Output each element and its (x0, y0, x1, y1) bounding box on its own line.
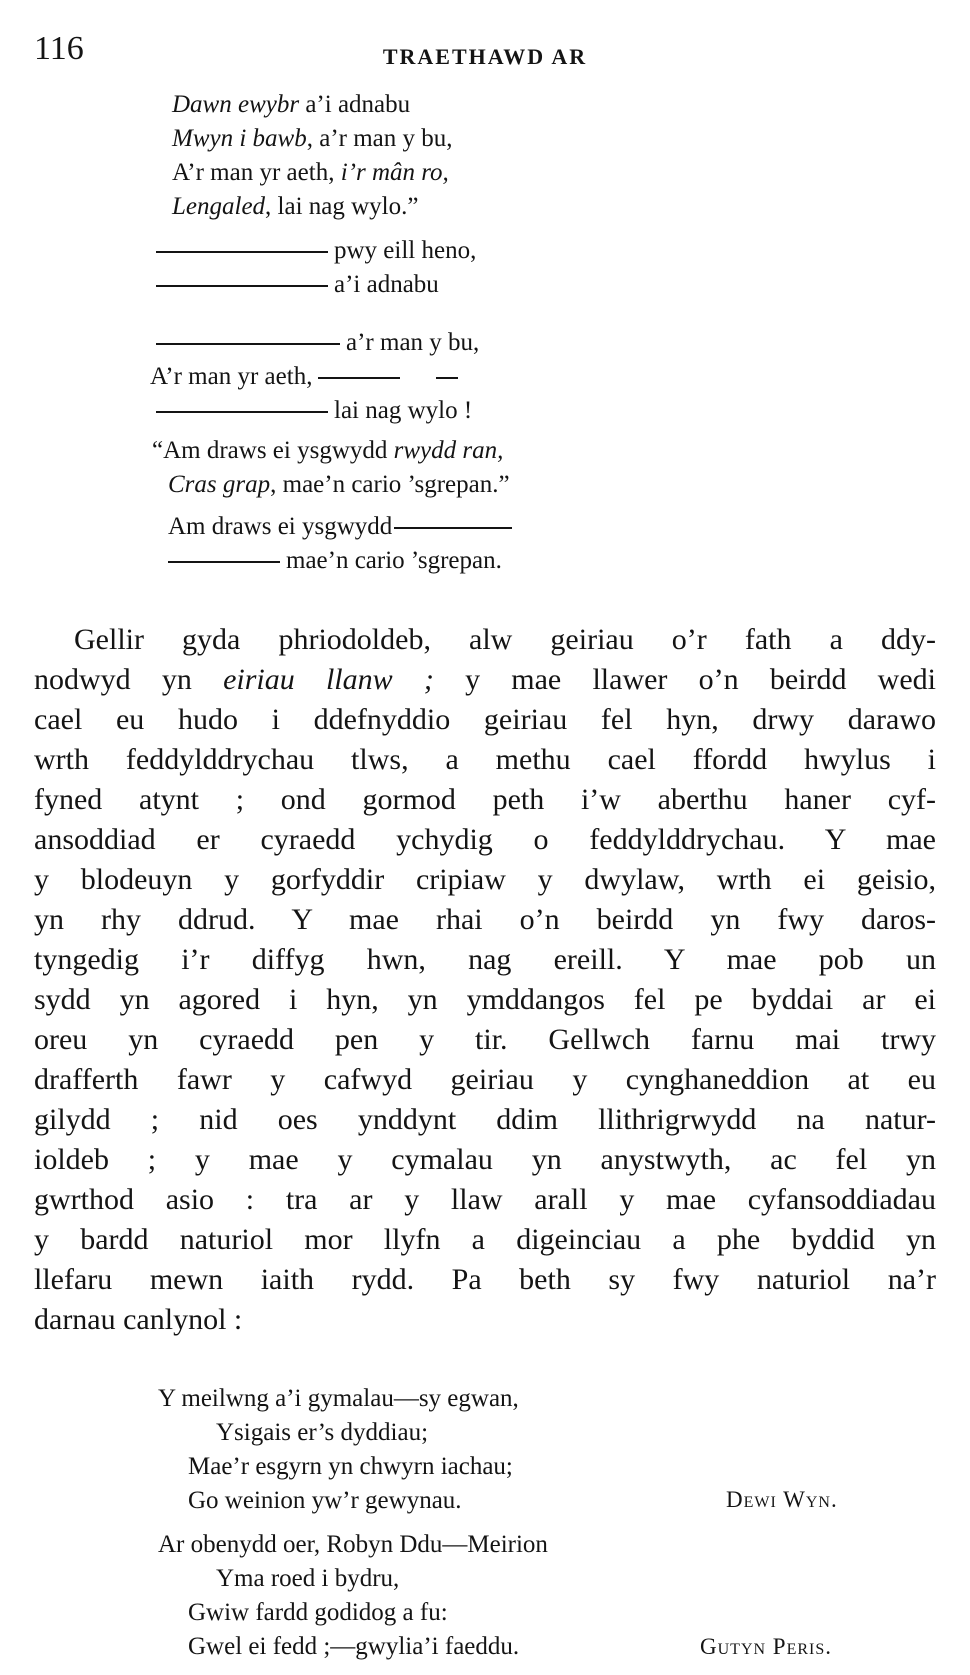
prose-line: tyngedig i’r diffyg hwn, nag ereill. Y mae pob un (34, 943, 936, 976)
prose-line: sydd yn agored i hyn, yn ymddangos fel pe byddai ar ei (34, 983, 936, 1016)
prose-line: ansoddiad er cyraedd ychydig o feddylddrychau. Y mae (34, 823, 936, 856)
quote-block (152, 434, 510, 502)
prose-line: ioldeb ; y mae y cymalau yn anystwyth, ac fel yn (34, 1143, 936, 1176)
prose-line: gwrthod asio : tra ar y llaw arall y mae cyfansoddiadau (34, 1183, 936, 1216)
poem-line: Go weinion yw’r gewynau. (188, 1487, 462, 1514)
dash-line: a’i adnabu (150, 268, 476, 302)
prose-line: oreu yn cyraedd pen y tir. Gellwch farnu mai trwy (34, 1023, 936, 1056)
prose-line: darnau canlynol : (34, 1303, 243, 1336)
prose-line: fyned atynt ; ond gormod peth i’w aberthu haner cyf- (34, 783, 936, 816)
poem-1-author: Dewi Wyn. (726, 1487, 838, 1512)
verse-block-1 (172, 88, 453, 224)
prose-paragraph (34, 620, 936, 1340)
page-number: 116 (34, 30, 84, 67)
poem-line: Ysigais er’s dyddiau; (216, 1419, 429, 1446)
poem-line: Yma roed i bydru, (216, 1565, 400, 1592)
quote-dash-line: Am draws ei ysgwydd (168, 510, 518, 544)
dash-lines-2 (150, 326, 479, 428)
prose-line: nodwyd yn eiriau llanw ; y mae llawer o’n beirdd wedi (34, 663, 936, 696)
poem-line: Gwiw fardd godidog a fu: (188, 1599, 448, 1626)
prose-line: y blodeuyn y gorfyddir cripiaw y dwylaw, wrth ei geisio, (34, 863, 936, 896)
prose-line: llefaru mewn iaith rydd. Pa beth sy fwy naturiol na’r (34, 1263, 936, 1296)
dash-line: a’r man y bu, (150, 326, 479, 360)
dash-line: lai nag wylo ! (150, 394, 479, 428)
poem-1 (158, 1382, 519, 1518)
verse-line: Mwyn i bawb, a’r man y bu, (172, 125, 453, 152)
poem-line: Ar obenydd oer, Robyn Ddu—Meirion (158, 1531, 548, 1558)
poem-2 (158, 1528, 548, 1664)
prose-line: wrth feddylddrychau tlws, a methu cael ffordd hwylus i (34, 743, 936, 776)
running-title: TRAETHAWD AR (382, 44, 588, 69)
prose-line: Gellir gyda phriodoldeb, alw geiriau o’r fath a ddy- (74, 623, 936, 656)
prose-line: drafferth fawr y cafwyd geiriau y cynghaneddion at eu (34, 1063, 936, 1096)
dash-line: A’r man yr aeth, (150, 360, 479, 394)
verse-line: Dawn ewybr a’i adnabu (172, 91, 411, 118)
poem-line: Y meilwng a’i gymalau—sy egwan, (158, 1385, 519, 1412)
prose-line: gilydd ; nid oes ynddynt ddim llithrigrwydd na natur- (34, 1103, 936, 1136)
poem-line: Mae’r esgyrn yn chwyrn iachau; (188, 1453, 513, 1480)
quote-dash-line: mae’n cario ’sgrepan. (168, 544, 518, 578)
quote-line: Cras grap, mae’n cario ’sgrepan.” (168, 471, 510, 498)
quote-line: “Am draws ei ysgwydd rwydd ran, (152, 437, 504, 464)
poem-2-author: Gutyn Peris. (700, 1634, 833, 1659)
prose-line: cael eu hudo i ddefnyddio geiriau fel hyn, drwy darawo (34, 703, 936, 736)
poem-line: Gwel ei fedd ;—gwylia’i faeddu. (188, 1633, 520, 1660)
prose-line: yn rhy ddrud. Y mae rhai o’n beirdd yn fwy daros- (34, 903, 936, 936)
dash-line: pwy eill heno, (150, 234, 476, 268)
quote-dash-block (168, 510, 518, 578)
prose-line: y bardd naturiol mor llyfn a digeinciau a phe byddid yn (34, 1223, 936, 1256)
verse-line: A’r man yr aeth, i’r mân ro, (172, 159, 449, 186)
dash-lines-1 (150, 234, 476, 302)
verse-line: Lengaled, lai nag wylo.” (172, 193, 419, 220)
